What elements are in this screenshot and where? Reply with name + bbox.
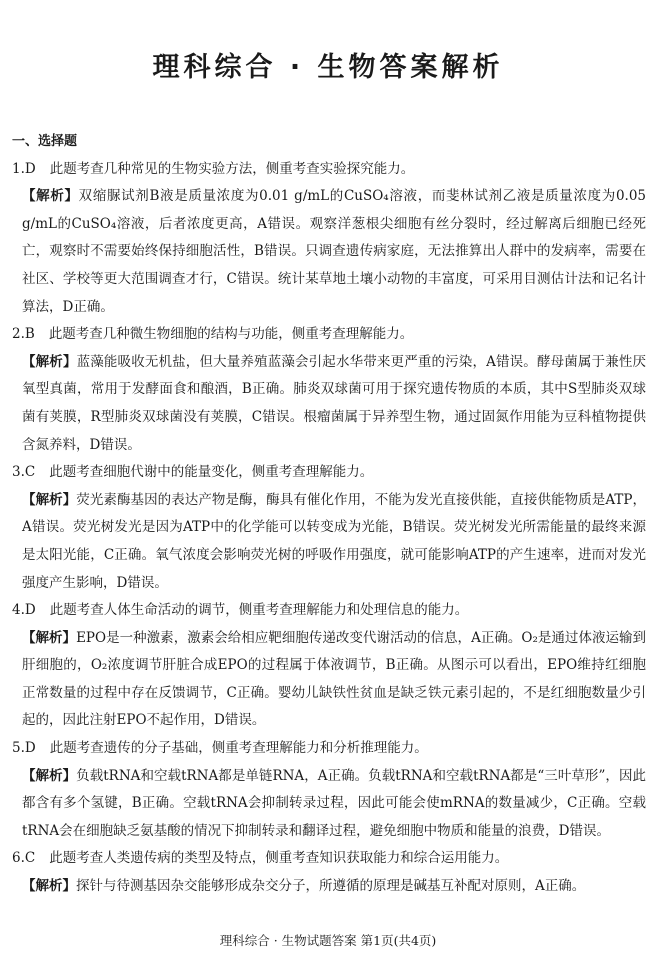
- question-desc: 此题考查人体生命活动的调节，侧重考查理解能力和处理信息的能力。: [49, 602, 469, 619]
- question-block-6: [12, 845, 646, 900]
- explanation-tag: 【解析】: [22, 188, 79, 205]
- explanation: [12, 349, 646, 459]
- explanation-tag: 【解析】: [22, 878, 76, 895]
- question-line: [12, 845, 646, 873]
- explanation-tag: 【解析】: [22, 491, 77, 508]
- explanation-tag: 【解析】: [22, 353, 77, 370]
- question-line: [12, 321, 646, 349]
- question-block-3: [12, 459, 646, 597]
- explanation-tag: 【解析】: [22, 629, 77, 646]
- explanation-tag: 【解析】: [22, 767, 77, 784]
- question-answer: 3.C: [12, 464, 36, 481]
- question-answer: 5.D: [12, 740, 36, 757]
- question-desc: 此题考查遗传的分子基础，侧重考查理解能力和分析推理能力。: [49, 740, 428, 757]
- explanation: [12, 487, 646, 597]
- question-line: [12, 156, 646, 184]
- explanation: [12, 183, 646, 321]
- question-answer: 2.B: [12, 326, 35, 343]
- question-line: [12, 459, 646, 487]
- question-block-5: [12, 735, 646, 845]
- section-heading: 一、选择题: [12, 134, 78, 149]
- explanation-text: 荧光素酶基因的表达产物是酶，酶具有催化作用，不能为发光直接供能，直接供能物质是ATP，A错误。荧光树发光是因为ATP中的化学能可以转变成为光能，B错误。荧光树发光所需能量的最终来源是太阳光能，C正确。氧气浓度会影响荧光树的呼吸作用强度，就可能影响ATP的产生速率，进而对发光强度产生影响，D错误。: [22, 491, 646, 591]
- question-answer: 6.C: [12, 850, 36, 867]
- question-answer: 4.D: [12, 602, 36, 619]
- question-desc: 此题考查人类遗传病的类型及特点，侧重考查知识获取能力和综合运用能力。: [49, 850, 509, 867]
- page-footer: 理科综合 · 生物试题答案 第1页(共4页): [219, 933, 437, 948]
- explanation-text: 双缩脲试剂B液是质量浓度为0.01 g/mL的CuSO₄溶液，而斐林试剂乙液是质量浓度为0.05 g/mL的CuSO₄溶液，后者浓度更高，A错误。观察洋葱根尖细胞有丝分裂时，经过解离后细胞已经死亡，观察时不需要始终保持细胞活性，B错误。只调查遗传病家庭，无法推算出人群中的发病率，需要在社区、学校等更大范围调查才行，C错误。统计某草地土壤小动物的丰富度，可采用目测估计法和记名计算法，D正确。: [22, 188, 647, 315]
- explanation-text: 蓝藻能吸收无机盐，但大量养殖蓝藻会引起水华带来更严重的污染，A错误。酵母菌属于兼性厌氧型真菌，常用于发酵面食和酿酒，B正确。肺炎双球菌可用于探究遗传物质的本质，其中S型肺炎双球菌有荚膜，R型肺炎双球菌没有荚膜，C错误。根瘤菌属于异养型生物，通过固氮作用能为豆科植物提供含氮养料，D错误。: [22, 353, 647, 453]
- explanation-text: EPO是一种激素，激素会给相应靶细胞传递改变代谢活动的信息，A正确。O₂是通过体液运输到肝细胞的，O₂浓度调节肝脏合成EPO的过程属于体液调节，B正确。从图示可以看出，EPO维持红细胞正常数量的过程中存在反馈调节，C正确。婴幼儿缺铁性贫血是缺乏铁元素引起的，不是红细胞数量少引起的，因此注射EPO不起作用，D错误。: [22, 629, 647, 729]
- question-answer: 1.D: [12, 160, 36, 177]
- question-desc: 此题考查几种常见的生物实验方法，侧重考查实验探究能力。: [49, 160, 415, 177]
- question-line: [12, 735, 646, 763]
- explanation-text: 探针与待测基因杂交能够形成杂交分子，所遵循的原理是碱基互补配对原则，A正确。: [76, 878, 586, 895]
- question-block-4: [12, 597, 646, 735]
- question-desc: 此题考查细胞代谢中的能量变化，侧重考查理解能力。: [49, 464, 374, 481]
- explanation: [12, 763, 646, 846]
- explanation-text: 负载tRNA和空载tRNA都是单链RNA，A正确。负载tRNA和空载tRNA都是“三叶草形”，因此都含有多个氢键，B正确。空载tRNA会抑制转录过程，因此可能会使mRNA的数量减少，C正确。空载tRNA会在细胞缺乏氨基酸的情况下抑制转录和翻译过程，避免细胞中物质和能量的浪费，D错误。: [22, 767, 646, 839]
- question-desc: 此题考查几种微生物细胞的结构与功能，侧重考查理解能力。: [48, 326, 414, 343]
- page-title: 理科综合 · 生物答案解析: [152, 52, 504, 83]
- question-block-1: [12, 156, 646, 322]
- question-line: [12, 597, 646, 625]
- answer-content: [12, 128, 646, 901]
- explanation: [12, 625, 646, 735]
- question-block-2: [12, 321, 646, 459]
- explanation: [12, 873, 646, 901]
